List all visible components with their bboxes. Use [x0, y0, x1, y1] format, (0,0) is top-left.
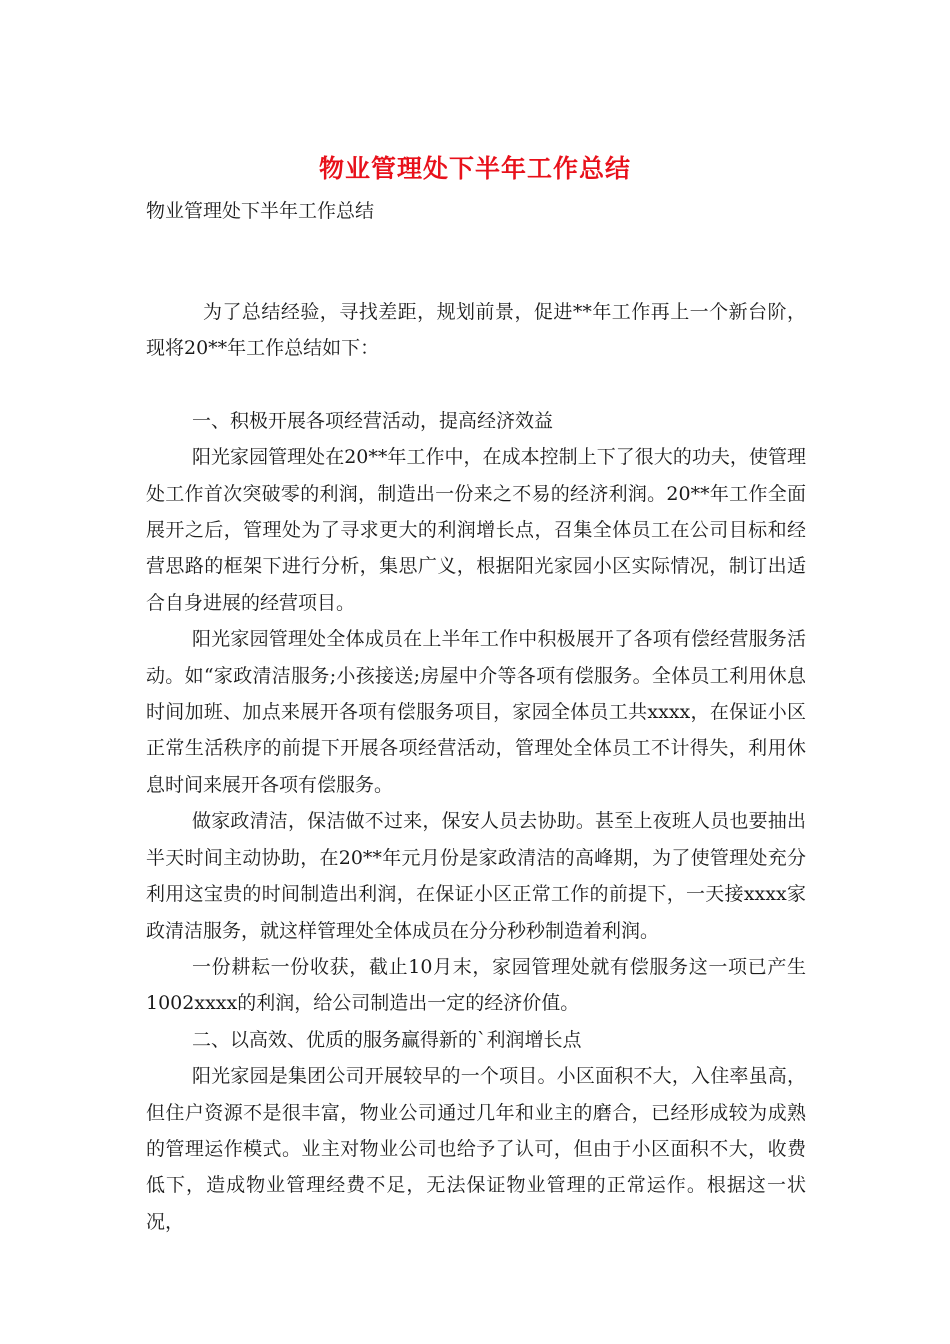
body-paragraph: 一份耕耘一份收获，截止10月末，家园管理处就有偿服务这一项已产生1002xxxx的利润，给公司制造出一定的经济价值。 — [146, 955, 806, 1015]
section-heading-1: 一、积极开展各项经营活动，提高经济效益 — [192, 409, 554, 432]
section-heading-2: 二、以高效、优质的服务赢得新的`利润增长点 — [192, 1028, 582, 1051]
body-paragraph: 阳光家园管理处在20**年工作中，在成本控制上下了很大的功夫，使管理处工作首次突破零的利润，制造出一份来之不易的经济利润。20**年工作全面展开之后，管理处为了寻求更大的利润增长点，召集全体员工在公司目标和经营思路的框架下进行分析，集思广义，根据阳光家园小区实际情况，制订出适合自身进展的经营项目。 — [146, 446, 806, 614]
intro-paragraph: 为了总结经验，寻找差距，规划前景，促进**年工作再上一个新台阶，现将20**年工作总结如下： — [146, 301, 806, 360]
body-paragraph: 做家政清洁，保洁做不过来，保安人员去协助。甚至上夜班人员也要抽出半天时间主动协助，在20**年元月份是家政清洁的高峰期，为了使管理处充分利用这宝贵的时间制造出利润，在保证小区正常工作的前提下，一天接xxxx家政清洁服务，就这样管理处全体成员在分分秒秒制造着利润。 — [146, 810, 806, 942]
document-subtitle: 物业管理处下半年工作总结 — [146, 200, 375, 222]
body-paragraph: 阳光家园管理处全体成员在上半年工作中积极展开了各项有偿经营服务活动。如“家政清洁服务;小孩接送;房屋中介等各项有偿服务。全体员工利用休息时间加班、加点来展开各项有偿服务项目，家园全体员工共xxxx，在保证小区正常生活秩序的前提下开展各项经营活动，管理处全体员工不计得失，利用休息时间来展开各项有偿服务。 — [146, 628, 806, 796]
document-title: 物业管理处下半年工作总结 — [318, 154, 631, 183]
document-body — [146, 294, 806, 1240]
body-paragraph: 阳光家园是集团公司开展较早的一个项目。小区面积不大，入住率虽高，但住户资源不是很丰富，物业公司通过几年和业主的磨合，已经形成较为成熟的管理运作模式。业主对物业公司也给予了认可，但由于小区面积不大，收费低下，造成物业管理经费不足，无法保证物业管理的正常运作。根据这一状况， — [146, 1065, 806, 1233]
